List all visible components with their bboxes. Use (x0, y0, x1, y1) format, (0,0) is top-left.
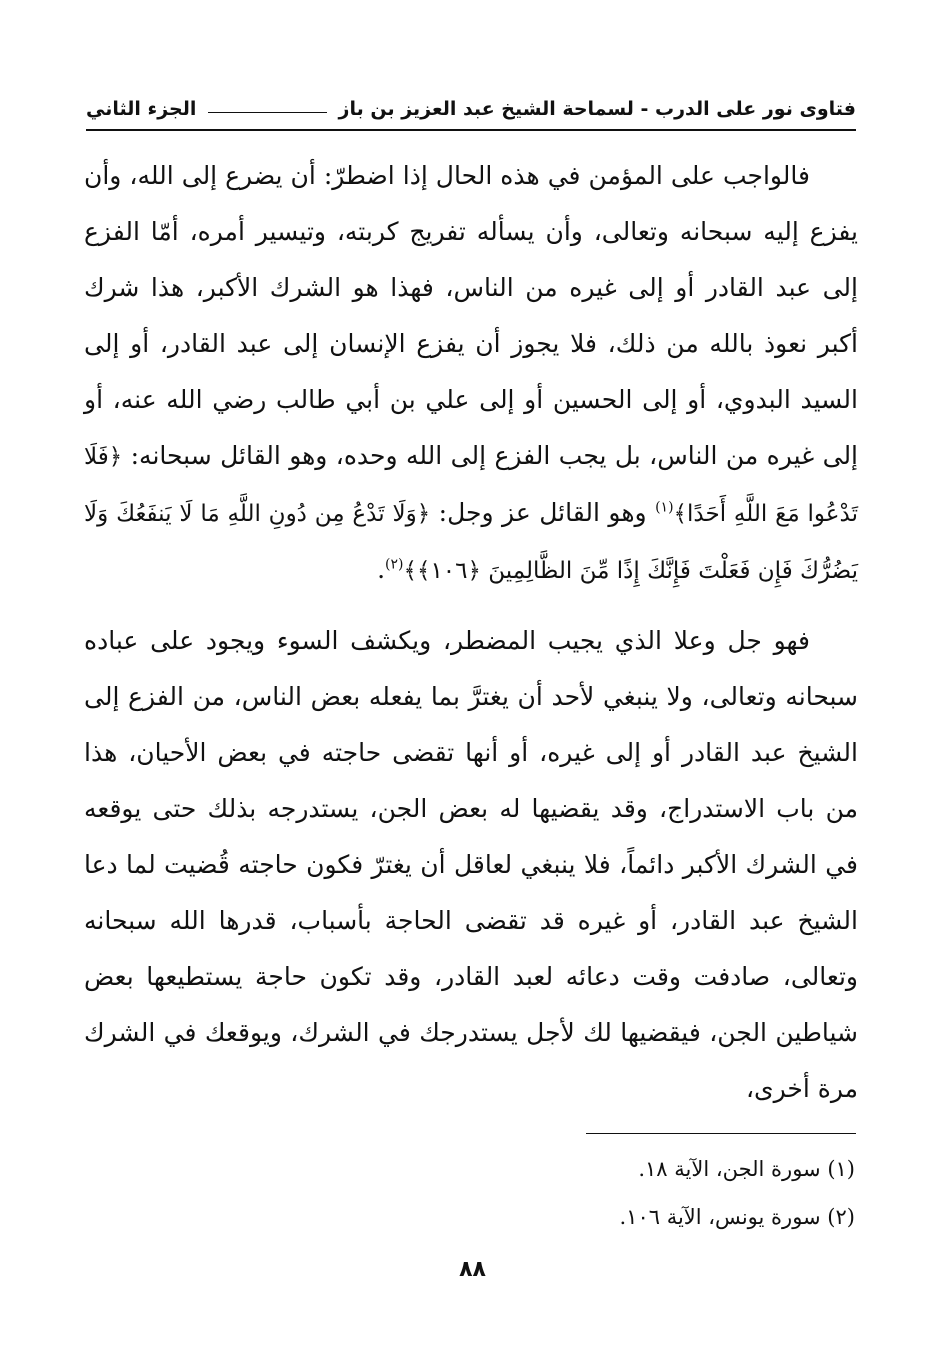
paragraph-1-end: . (377, 555, 386, 584)
footnote-1: (١) سورة الجن، الآية ١٨. (638, 1157, 855, 1181)
header-rule (208, 112, 326, 113)
footnote-2: (٢) سورة يونس، الآية ١٠٦. (619, 1205, 855, 1229)
paragraph-2: فهو جل وعلا الذي يجيب المضطر، ويكشف السوء ويجود على عباده سبحانه وتعالى، ولا ينبغي لأحد أن يغترَّ بما يفعله بعض الناس، من الفزع إلى الشيخ عبد القادر أو إلى غيره، أو أنها تقضى حاجته في بعض الأحيان، هذا من باب الاستدراج، وقد يقضيها له بعض الجن، يستدرجه بذلك حتى يوقعه في الشرك الأكبر دائماً، فلا ينبغي لعاقل أن يغترّ فكون حاجته قُضيت لما دعا الشيخ عبد القادر، أو غيره قد تقضى الحاجة بأسباب، قدرها الله سبحانه وتعالى، صادفت وقت دعائه لعبد القادر، وقد تكون حاجة يستطيعها بعض شياطين الجن، فيقضيها لك لأجل يستدرجك في الشرك، ويوقعك في الشرك مرة أخرى، (84, 626, 858, 1103)
quran-verse-1: ﴿فَلَا تَدْعُوا مَعَ اللَّهِ أَحَدًا﴾ (84, 444, 858, 527)
footnote-divider (586, 1133, 856, 1134)
main-text (84, 148, 858, 1117)
paragraph-1-text-b: وهو القائل عز وجل: (438, 498, 647, 527)
volume-label: الجزء الثاني (86, 98, 197, 120)
running-header (86, 93, 856, 125)
page-number: ٨٨ (459, 1257, 486, 1282)
book-title: فتاوى نور على الدرب - لسماحة الشيخ عبد العزيز بن باز (338, 98, 856, 120)
footnote-ref-2: (٢) (385, 556, 404, 573)
paragraph-1-text-a: فالواجب على المؤمن في هذه الحال إذا اضطرّ: أن يضرع إلى الله، وأن يفزع إليه سبحانه وتعالى، وأن يسأله تفريج كربته، وتيسير أمره، أمّا الفزع إلى عبد القادر أو إلى غيره من الناس، فهذا هو الشرك الأكبر، هذا شرك أكبر نعوذ بالله من ذلك، فلا يجوز أن يفزع الإنسان إلى عبد القادر، أو إلى السيد البدوي، أو إلى الحسين أو إلى علي بن أبي طالب رضي الله عنه، أو إلى غيره من الناس، بل يجب الفزع إلى الله وحده، وهو القائل سبحانه: (84, 161, 859, 470)
header-divider (86, 129, 856, 131)
footnotes (300, 1145, 855, 1241)
quran-verse-2: ﴿وَلَا تَدْعُ مِن دُونِ اللَّهِ مَا لَا يَنفَعُكَ وَلَا يَضُرُّكَ فَإِن فَعَلْتَ فَإِنَّكَ إِذًا مِّنَ الظَّالِمِينَ ﴿١٠٦﴾﴾ (84, 501, 858, 584)
footnote-ref-1: (١) (655, 499, 674, 516)
paragraph-1 (84, 148, 858, 599)
